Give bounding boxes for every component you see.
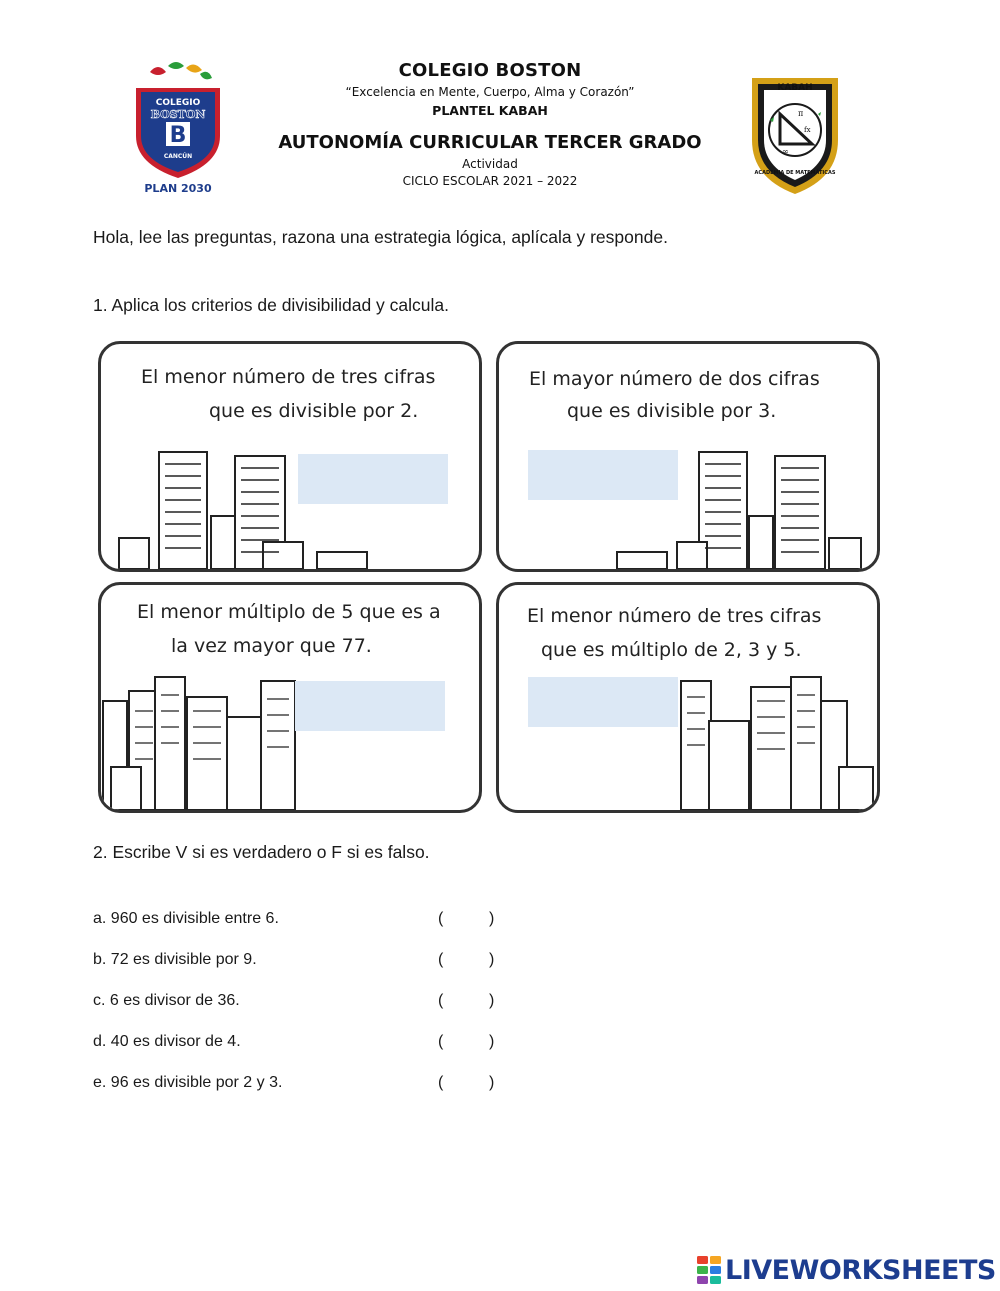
tf-open-paren: ( xyxy=(438,1033,444,1050)
subject-title: AUTONOMÍA CURRICULAR TERCER GRADO xyxy=(278,132,702,153)
tf-statement-e: e. 96 es divisible por 2 y 3. xyxy=(93,1074,283,1091)
liveworksheets-logo-icon xyxy=(697,1256,721,1284)
answer-input-4[interactable] xyxy=(528,677,678,727)
card-4-line-1: El menor número de tres cifras xyxy=(527,605,822,627)
campus-name: PLANTEL KABAH xyxy=(432,103,548,118)
card-2-line-2: que es divisible por 3. xyxy=(567,400,777,422)
card-3-line-1: El menor múltiplo de 5 que es a xyxy=(137,601,441,623)
answer-input-2[interactable] xyxy=(528,450,678,500)
school-year: CICLO ESCOLAR 2021 – 2022 xyxy=(402,174,578,188)
instructions: Hola, lee las preguntas, razona una estrategia lógica, aplícala y responde. xyxy=(93,227,668,247)
answer-input-3[interactable] xyxy=(295,681,445,731)
activity-label: Actividad xyxy=(462,157,518,171)
tf-answer-input-d[interactable] xyxy=(448,1032,488,1054)
svg-text:ACADEMIA DE MATEMÁTICAS: ACADEMIA DE MATEMÁTICAS xyxy=(754,170,836,176)
question-1-title: 1. Aplica los criterios de divisibilidad y calcula. xyxy=(93,295,449,315)
card-3-line-2: la vez mayor que 77. xyxy=(171,635,372,657)
tf-answer-input-a[interactable] xyxy=(448,909,488,931)
tf-statement-d: d. 40 es divisor de 4. xyxy=(93,1033,241,1050)
svg-text:KABAH: KABAH xyxy=(777,83,813,93)
question-2-title: 2. Escribe V si es verdadero o F si es falso. xyxy=(93,842,430,862)
tf-close-paren: ) xyxy=(489,910,495,927)
tf-answer-input-b[interactable] xyxy=(448,950,488,972)
tf-open-paren: ( xyxy=(438,910,444,927)
tf-statement-a: a. 960 es divisible entre 6. xyxy=(93,910,279,927)
tf-open-paren: ( xyxy=(438,951,444,968)
svg-text:COLEGIO: COLEGIO xyxy=(155,98,201,108)
svg-text:B: B xyxy=(169,123,187,148)
tf-close-paren: ) xyxy=(489,1074,495,1091)
answer-input-1[interactable] xyxy=(298,454,448,504)
card-2-line-1: El mayor número de dos cifras xyxy=(529,368,820,390)
problem-card-1 xyxy=(98,341,482,572)
tf-open-paren: ( xyxy=(438,992,444,1009)
svg-text:PLAN 2030: PLAN 2030 xyxy=(144,182,212,195)
colegio-boston-logo xyxy=(128,58,228,198)
svg-text:∞: ∞ xyxy=(782,147,789,156)
problem-card-3 xyxy=(98,582,482,813)
problem-card-2 xyxy=(496,341,880,572)
tf-close-paren: ) xyxy=(489,1033,495,1050)
tf-answer-input-e[interactable] xyxy=(448,1073,488,1095)
school-name: COLEGIO BOSTON xyxy=(398,60,582,81)
school-motto: “Excelencia en Mente, Cuerpo, Alma y Corazón” xyxy=(345,85,635,99)
document-header xyxy=(260,58,720,188)
svg-text:π: π xyxy=(798,109,804,118)
tf-answer-input-c[interactable] xyxy=(448,991,488,1013)
tf-close-paren: ) xyxy=(489,951,495,968)
tf-close-paren: ) xyxy=(489,992,495,1009)
tf-statement-b: b. 72 es divisible por 9. xyxy=(93,951,257,968)
kabah-academy-logo xyxy=(740,70,850,200)
svg-text:fx: fx xyxy=(804,126,811,134)
card-4-line-2: que es múltiplo de 2, 3 y 5. xyxy=(541,639,802,661)
svg-text:BOSTON: BOSTON xyxy=(150,108,206,121)
liveworksheets-brand[interactable] xyxy=(697,1254,996,1286)
svg-text:CANCÚN: CANCÚN xyxy=(163,153,193,160)
card-1-line-1: El menor número de tres cifras xyxy=(141,366,436,388)
brand-name: LIVEWORKSHEETS xyxy=(725,1254,996,1286)
problem-card-4 xyxy=(496,582,880,813)
tf-open-paren: ( xyxy=(438,1074,444,1091)
tf-statement-c: c. 6 es divisor de 36. xyxy=(93,992,240,1009)
card-1-line-2: que es divisible por 2. xyxy=(209,400,419,422)
